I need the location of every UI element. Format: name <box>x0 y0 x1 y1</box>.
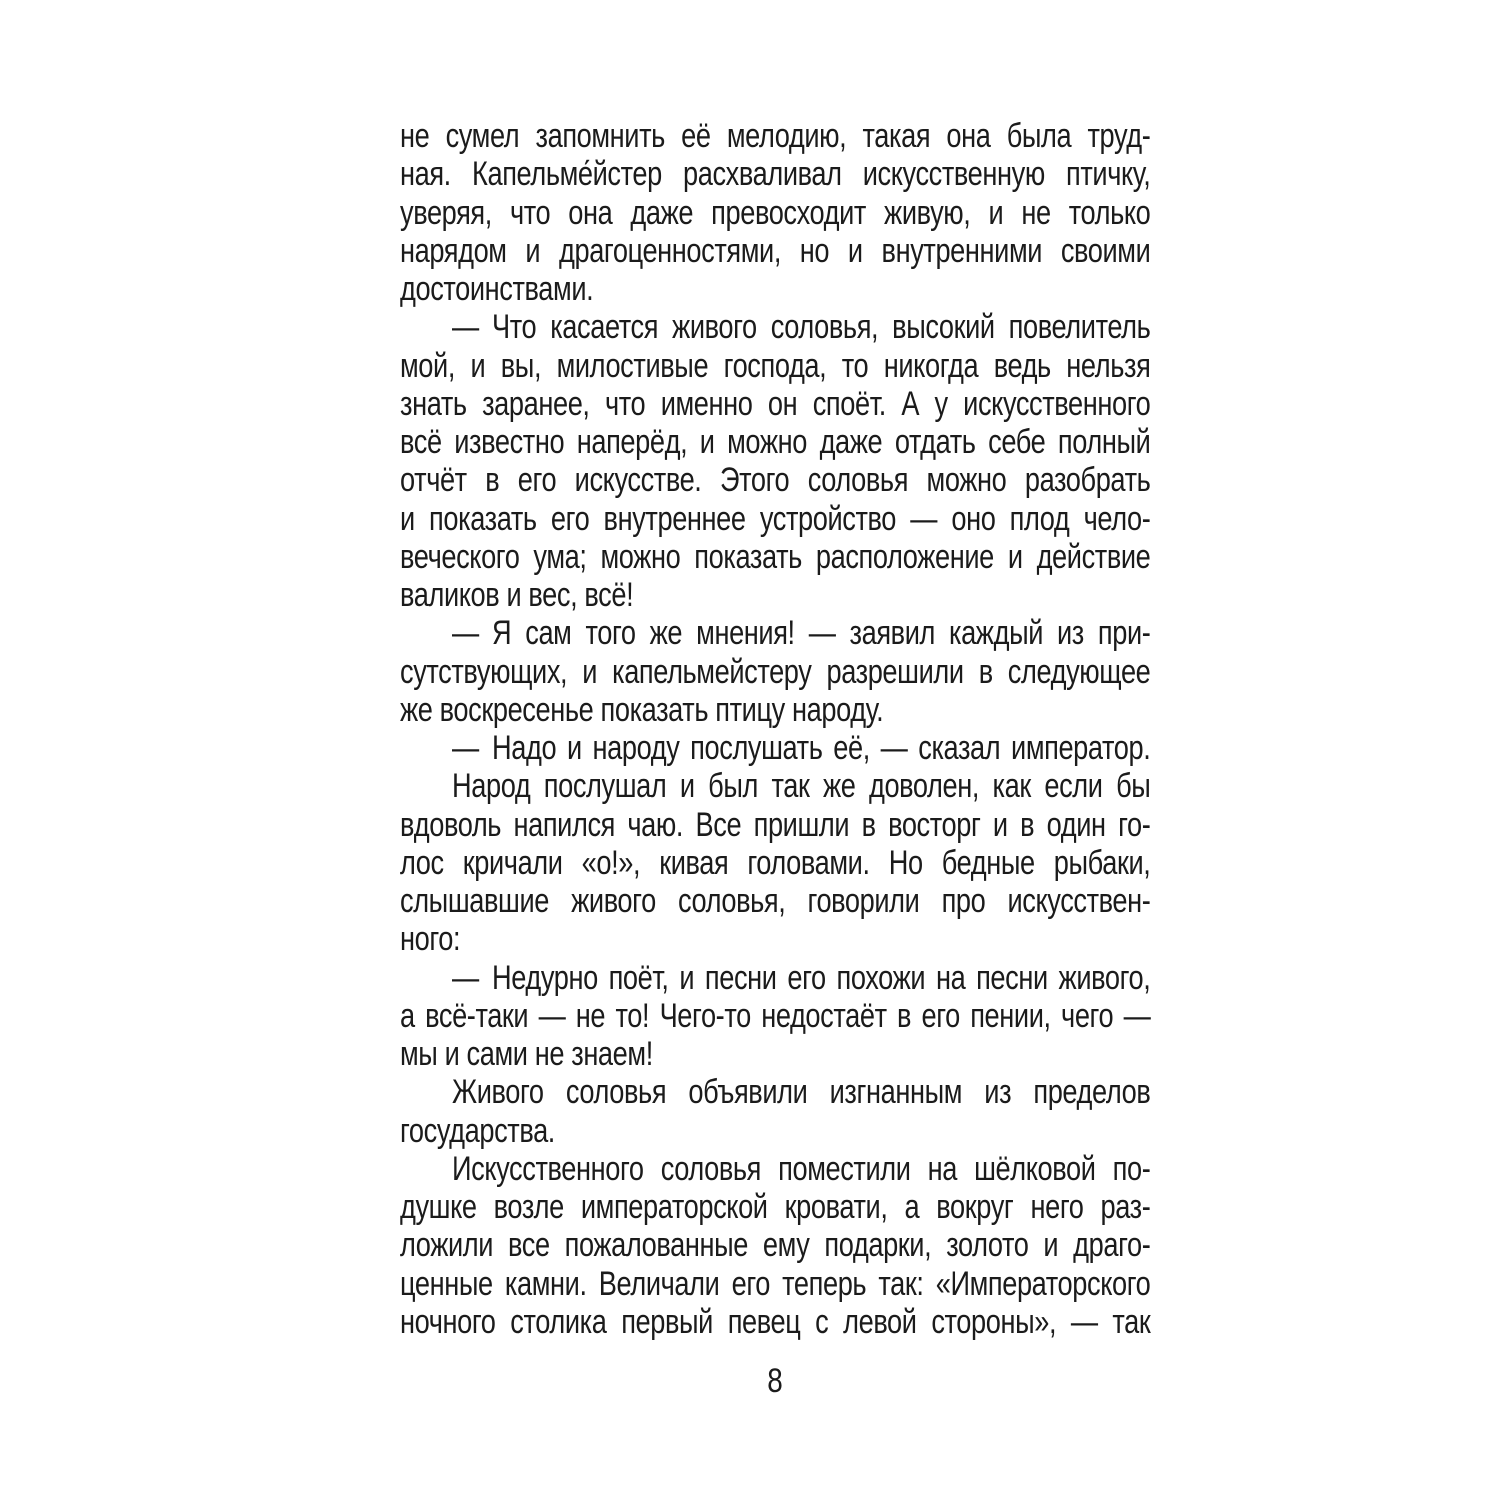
text-line: вдоволь напился чаю. Все пришли в восторг и в один го- <box>400 805 1151 844</box>
page-number: 8 <box>767 1362 783 1400</box>
text-line: веческого ума; можно показать расположение и действие <box>400 537 1151 576</box>
text-line: ценные камни. Величали его теперь так: «Императорского <box>400 1264 1151 1303</box>
text-line: ная. Капельме́йстер расхваливал искусственную птичку, <box>400 155 1151 194</box>
text-line: же воскресенье показать птицу народу. <box>400 690 884 729</box>
text-line: государства. <box>400 1111 555 1150</box>
text-line: знать заранее, что именно он споёт. А у искусственного <box>400 384 1151 423</box>
text-line: слышавшие живого соловья, говорили про искусствен- <box>400 882 1151 920</box>
text-line: достоинствами. <box>400 270 594 308</box>
text-line: уверяя, что она даже превосходит живую, и не только <box>400 193 1151 232</box>
text-line: Искусственного соловья поместили на шёлковой по- <box>452 1149 1151 1188</box>
page-text-block <box>400 117 1338 1341</box>
text-line: душке возле императорской кровати, а вокруг него раз- <box>400 1188 1151 1226</box>
text-line: Народ послушал и был так же доволен, как если бы <box>452 767 1151 806</box>
text-line: — Надо и народу послушать её, — сказал император. <box>452 729 1151 767</box>
text-line: ного: <box>400 920 461 959</box>
text-line: нарядом и драгоценностями, но и внутренними своими <box>400 231 1151 270</box>
text-line: — Недурно поёт, и песни его похожи на песни живого, <box>452 958 1151 997</box>
text-line: и показать его внутреннее устройство — оно плод чело- <box>400 499 1151 538</box>
text-line: всё известно наперёд, и можно даже отдать себе полный <box>400 423 1151 461</box>
text-line: отчёт в его искусстве. Этого соловья можно разобрать <box>400 461 1151 500</box>
text-line: ложили все пожалованные ему подарки, золото и драго- <box>400 1226 1151 1265</box>
text-line: а всё-таки — не то! Чего-то недостаёт в его пении, чего — <box>400 996 1151 1035</box>
text-line: Живого соловья объявили изгнанным из пределов <box>452 1073 1151 1112</box>
text-line: не сумел запомнить её мелодию, такая она была труд- <box>400 117 1151 155</box>
text-line: ночного столика первый певец с левой стороны», — так <box>400 1302 1151 1341</box>
text-line: мой, и вы, милостивые господа, то никогда ведь нельзя <box>400 346 1151 385</box>
text-line: валиков и вес, всё! <box>400 576 634 614</box>
text-line: — Я сам того же мнения! — заявил каждый из при- <box>452 614 1151 653</box>
text-line: лос кричали «о!», кивая головами. Но бедные рыбаки, <box>400 843 1151 882</box>
text-line: мы и сами не знаем! <box>400 1035 653 1073</box>
text-line: сутствующих, и капельмейстеру разрешили в следующее <box>400 652 1151 691</box>
text-line: — Что касается живого соловья, высокий повелитель <box>452 308 1151 347</box>
